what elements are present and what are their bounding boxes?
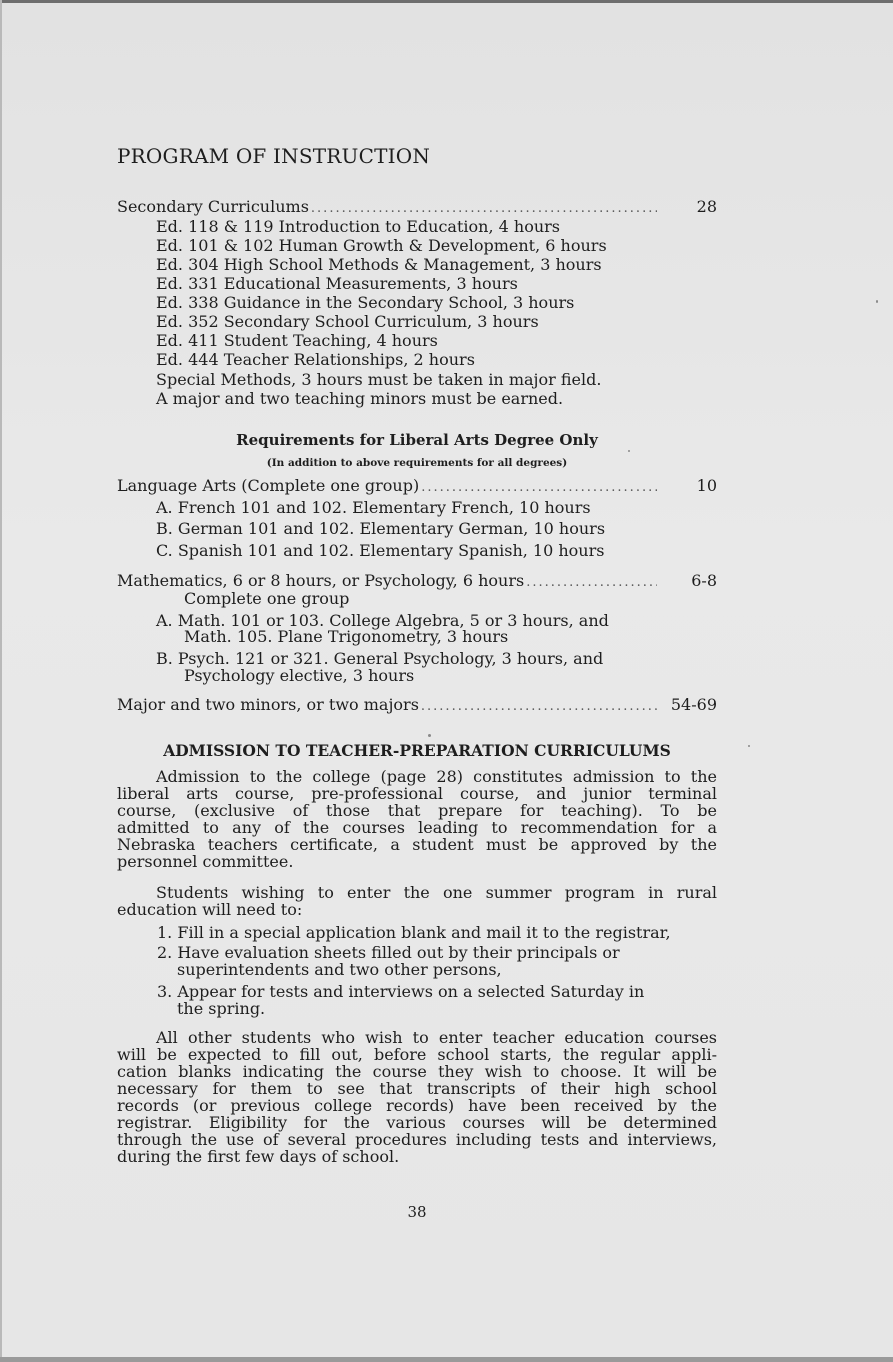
language-hours: 10 xyxy=(696,476,717,495)
text-line: during the first few days of school. xyxy=(117,1147,400,1166)
scan-left-edge xyxy=(0,0,2,1362)
course-line: Ed. 411 Student Teaching, 4 hours xyxy=(156,331,438,350)
page-number: 38 xyxy=(407,1203,427,1221)
course-line: Ed. 101 & 102 Human Growth & Development, 6 hours xyxy=(156,236,607,255)
scan-speck xyxy=(876,300,878,303)
step-3: 3. Appear for tests and interviews on a selected Saturday in xyxy=(157,982,645,1001)
math-label: Mathematics, 6 or 8 hours, or Psychology, 6 hours xyxy=(117,571,525,590)
language-arts-row xyxy=(117,476,717,496)
text-line: liberal arts course, pre-professional course, and junior terminal xyxy=(117,784,717,803)
text-line: All other students who wish to enter teacher education courses xyxy=(156,1028,717,1047)
major-minor-note: A major and two teaching minors must be earned. xyxy=(156,389,564,408)
admission-heading: ADMISSION TO TEACHER-PREPARATION CURRICULUMS xyxy=(163,741,671,760)
major-label: Major and two minors, or two majors xyxy=(117,695,419,714)
major-hours: 54-69 xyxy=(670,695,717,714)
liberal-arts-heading: Requirements for Liberal Arts Degree Only xyxy=(236,431,598,449)
language-label: Language Arts (Complete one group) xyxy=(117,476,420,495)
course-line: Ed. 444 Teacher Relationships, 2 hours xyxy=(156,350,475,369)
secondary-hours: 28 xyxy=(696,197,717,216)
course-line: Ed. 304 High School Methods & Management, 3 hours xyxy=(156,255,602,274)
special-methods-note: Special Methods, 3 hours must be taken in major field. xyxy=(156,370,602,389)
secondary-label: Secondary Curriculums xyxy=(117,197,309,216)
language-option: B. German 101 and 102. Elementary German, 10 hours xyxy=(156,519,606,538)
language-option: C. Spanish 101 and 102. Elementary Spanish, 10 hours xyxy=(156,541,605,560)
text-line: education will need to: xyxy=(117,900,303,919)
text-line: Nebraska teachers certificate, a student must be approved by the xyxy=(117,835,717,854)
scan-speck xyxy=(748,745,750,747)
course-line: Ed. 331 Educational Measurements, 3 hours xyxy=(156,274,518,293)
page-title: PROGRAM OF INSTRUCTION xyxy=(117,144,431,168)
text-line: course, (exclusive of those that prepare for teaching). To be xyxy=(117,801,717,820)
scan-speck xyxy=(628,450,630,452)
admission-paragraph-2 xyxy=(117,884,717,918)
math-option-a-cont: Math. 105. Plane Trigonometry, 3 hours xyxy=(184,627,509,646)
text-line: registrar. Eligibility for the various courses will be determined xyxy=(117,1113,717,1132)
text-line: will be expected to fill out, before school starts, the regular appli- xyxy=(117,1045,717,1064)
step-1: 1. Fill in a special application blank and mail it to the registrar, xyxy=(157,923,671,942)
step-3-cont: the spring. xyxy=(177,999,266,1018)
major-minors-row xyxy=(117,695,717,715)
step-2: 2. Have evaluation sheets filled out by their principals or xyxy=(157,943,620,962)
scan-speck xyxy=(428,734,431,737)
math-hours: 6-8 xyxy=(691,571,717,590)
mathematics-row xyxy=(117,571,717,591)
math-sub-instruction: Complete one group xyxy=(184,589,350,608)
course-line: Ed. 352 Secondary School Curriculum, 3 hours xyxy=(156,312,539,331)
language-option: A. French 101 and 102. Elementary French, 10 hours xyxy=(156,498,591,517)
secondary-curriculums-row xyxy=(117,197,717,217)
leader-dots xyxy=(421,478,657,498)
course-line: Ed. 338 Guidance in the Secondary School, 3 hours xyxy=(156,293,575,312)
math-option-a: A. Math. 101 or 103. College Algebra, 5 or 3 hours, and xyxy=(156,611,609,630)
math-option-b: B. Psych. 121 or 321. General Psychology, 3 hours, and xyxy=(156,649,604,668)
liberal-arts-note: (In addition to above requirements for all degrees) xyxy=(266,457,568,469)
admission-paragraph-1 xyxy=(117,768,717,870)
admission-paragraph-3 xyxy=(117,1029,717,1165)
text-line: Admission to the college (page 28) constitutes admission to the xyxy=(156,767,717,786)
scan-bottom-edge xyxy=(0,1357,893,1362)
text-line: cation blanks indicating the course they wish to choose. It will be xyxy=(117,1062,717,1081)
text-line: Students wishing to enter the one summer program in rural xyxy=(156,883,717,902)
leader-dots xyxy=(421,697,657,717)
text-line: through the use of several procedures including tests and interviews, xyxy=(117,1130,717,1149)
text-line: personnel committee. xyxy=(117,852,294,871)
text-line: necessary for them to see that transcripts of their high school xyxy=(117,1079,717,1098)
math-option-b-cont: Psychology elective, 3 hours xyxy=(184,666,415,685)
leader-dots xyxy=(311,199,657,219)
scan-top-edge xyxy=(0,0,893,3)
text-line: admitted to any of the courses leading to recommendation for a xyxy=(117,818,717,837)
step-2-cont: superintendents and two other persons, xyxy=(177,960,502,979)
text-line: records (or previous college records) have been received by the xyxy=(117,1096,717,1115)
course-line: Ed. 118 & 119 Introduction to Education, 4 hours xyxy=(156,217,560,236)
